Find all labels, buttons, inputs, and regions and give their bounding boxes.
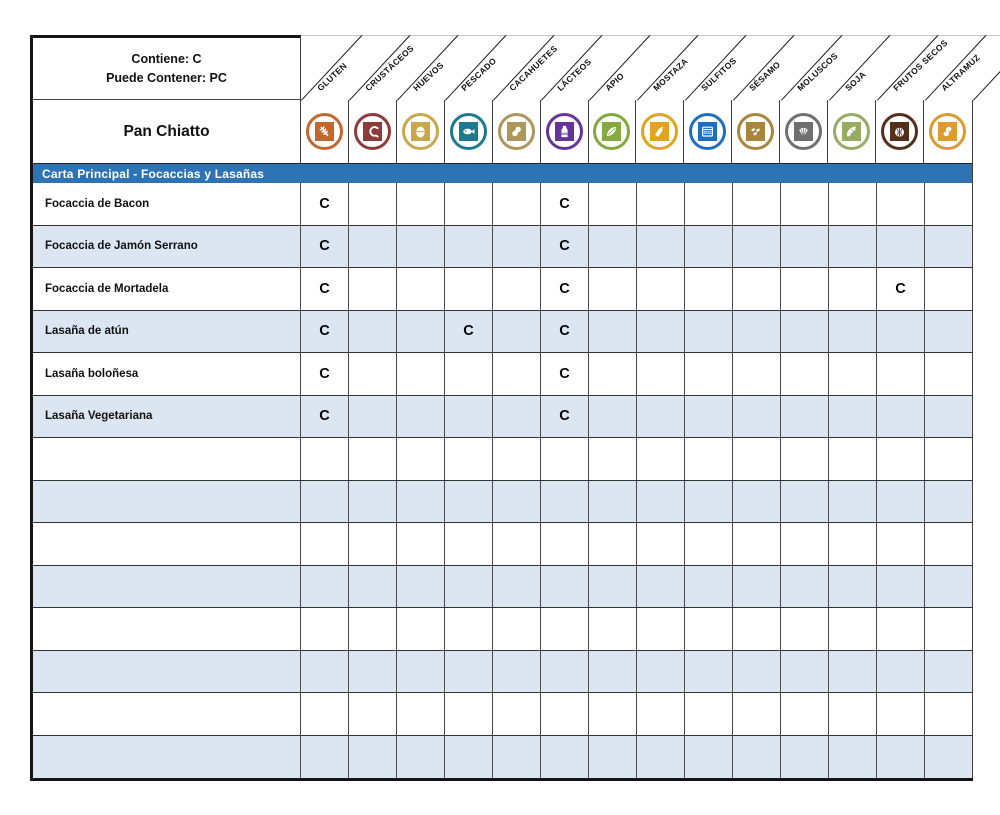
allergen-mark-cell-mustard [637, 608, 685, 650]
column-header-sesame: SÉSAMO [747, 59, 783, 93]
diagonal-divider [685, 35, 746, 101]
menu-item-name [33, 523, 301, 565]
allergen-mark-cell-peanut [493, 481, 541, 523]
allergen-mark-cell-nuts [877, 523, 925, 565]
allergen-mark-cell-celery [589, 268, 637, 310]
allergen-mark-cell-egg [397, 693, 445, 735]
allergen-mark-cell-nuts [877, 693, 925, 735]
allergen-mark-cell-lupin [925, 566, 973, 608]
allergen-mark-cell-wheat [301, 481, 349, 523]
allergen-mark-cell-wheat [301, 693, 349, 735]
allergen-mark-cell-egg [397, 651, 445, 693]
table-row-empty [33, 438, 973, 481]
menu-item-name [33, 566, 301, 608]
milk-icon [546, 113, 583, 150]
allergen-icon-cell [589, 100, 637, 163]
allergen-mark-cell-soy [829, 311, 877, 353]
allergen-mark-cell-nuts [877, 481, 925, 523]
legend-cell [33, 35, 301, 100]
shrimp-icon [354, 113, 391, 150]
menu-item-name: Lasaña de atún [33, 311, 301, 353]
allergen-mark-cell-nuts [877, 396, 925, 438]
allergen-mark-cell-milk: C [541, 353, 589, 395]
menu-item-name [33, 608, 301, 650]
allergen-mark-cell-sesame [733, 736, 781, 779]
allergen-mark-cell-egg [397, 608, 445, 650]
diagonal-divider [877, 35, 938, 101]
table-row-empty [33, 651, 973, 694]
allergen-mark-cell-peanut [493, 438, 541, 480]
sulfites-icon [689, 113, 726, 150]
allergen-mark-cell-peanut [493, 226, 541, 268]
allergen-mark-cell-wheat [301, 608, 349, 650]
allergen-mark-cell-shrimp [349, 651, 397, 693]
allergen-mark-cell-shrimp [349, 183, 397, 225]
allergen-mark-cell-shrimp [349, 608, 397, 650]
allergen-mark-cell-milk [541, 566, 589, 608]
allergen-mark-cell-wheat [301, 651, 349, 693]
allergen-mark-cell-fish [445, 481, 493, 523]
soy-icon [833, 113, 870, 150]
allergen-mark-cell-sulfites [685, 481, 733, 523]
table-row-empty [33, 693, 973, 736]
allergen-mark-cell-milk: C [541, 183, 589, 225]
allergen-mark-cell-wheat: C [301, 396, 349, 438]
allergen-mark-cell-fish [445, 353, 493, 395]
allergen-mark-cell-mustard [637, 438, 685, 480]
allergen-mark-cell-soy [829, 736, 877, 779]
allergen-mark-cell-mustard [637, 268, 685, 310]
allergen-mark-cell-egg [397, 226, 445, 268]
allergen-mark-cell-milk: C [541, 311, 589, 353]
allergen-mark-cell-fish [445, 523, 493, 565]
allergen-icon-cell [349, 100, 397, 163]
allergen-mark-cell-lupin [925, 736, 973, 779]
allergen-mark-cell-mustard [637, 481, 685, 523]
allergen-mark-cell-sulfites [685, 523, 733, 565]
allergen-mark-cell-fish [445, 268, 493, 310]
allergen-mark-cell-lupin [925, 693, 973, 735]
allergen-mark-cell-wheat: C [301, 353, 349, 395]
allergen-mark-cell-egg [397, 183, 445, 225]
allergen-mark-cell-sesame [733, 396, 781, 438]
allergen-mark-cell-peanut [493, 693, 541, 735]
legend-may-contain: Puede Contener: PC [106, 70, 227, 85]
svg-text:SO2: SO2 [703, 130, 712, 136]
allergen-mark-cell-sesame [733, 226, 781, 268]
allergen-mark-cell-soy [829, 566, 877, 608]
allergen-mark-cell-wheat [301, 566, 349, 608]
allergen-mark-cell-wheat [301, 523, 349, 565]
allergen-mark-cell-mollusc [781, 226, 829, 268]
allergen-mark-cell-soy [829, 523, 877, 565]
allergen-mark-cell-lupin [925, 353, 973, 395]
allergen-mark-cell-celery [589, 566, 637, 608]
allergen-mark-cell-milk: C [541, 268, 589, 310]
allergen-icon-cell [445, 100, 493, 163]
menu-item-name [33, 693, 301, 735]
menu-rows [33, 183, 973, 778]
allergen-mark-cell-soy [829, 268, 877, 310]
allergen-mark-cell-nuts [877, 353, 925, 395]
allergen-mark-cell-nuts [877, 438, 925, 480]
allergen-mark-cell-lupin [925, 311, 973, 353]
allergen-mark-cell-lupin [925, 183, 973, 225]
allergen-mark-cell-shrimp [349, 438, 397, 480]
allergen-mark-cell-nuts [877, 608, 925, 650]
table-row-empty [33, 523, 973, 566]
diagonal-divider [829, 35, 890, 101]
column-header-egg: HUEVOS [411, 59, 446, 93]
table-row-empty [33, 566, 973, 609]
allergen-mark-cell-milk [541, 693, 589, 735]
menu-item-name [33, 736, 301, 779]
allergen-mark-cell-celery [589, 736, 637, 779]
table-row [33, 311, 973, 354]
allergen-mark-cell-soy [829, 651, 877, 693]
allergen-mark-cell-mollusc [781, 608, 829, 650]
allergen-mark-cell-peanut [493, 396, 541, 438]
diagonal-divider [301, 35, 362, 101]
column-header-soy: SOJA [843, 69, 868, 93]
allergen-mark-cell-lupin [925, 226, 973, 268]
allergen-mark-cell-mustard [637, 311, 685, 353]
diagonal-divider [445, 35, 506, 101]
allergen-mark-cell-soy [829, 693, 877, 735]
allergen-mark-cell-milk [541, 481, 589, 523]
allergen-mark-cell-shrimp [349, 736, 397, 779]
allergen-mark-cell-soy [829, 226, 877, 268]
sesame-icon [737, 113, 774, 150]
allergen-mark-cell-peanut [493, 736, 541, 779]
allergen-mark-cell-egg [397, 268, 445, 310]
diagonal-divider [733, 35, 794, 101]
allergen-mark-cell-fish [445, 438, 493, 480]
allergen-mark-cell-sulfites [685, 183, 733, 225]
table-row [33, 353, 973, 396]
allergen-header-row [301, 35, 1000, 100]
menu-item-name: Lasaña boloñesa [33, 353, 301, 395]
section-header [33, 163, 973, 183]
allergen-mark-cell-sulfites [685, 396, 733, 438]
allergen-mark-cell-celery [589, 226, 637, 268]
allergen-mark-cell-wheat: C [301, 183, 349, 225]
egg-icon [402, 113, 439, 150]
allergen-mark-cell-mustard [637, 651, 685, 693]
allergen-mark-cell-mollusc [781, 736, 829, 779]
allergen-mark-cell-sulfites [685, 651, 733, 693]
allergen-mark-cell-mustard [637, 693, 685, 735]
allergen-icon-cell [828, 100, 876, 163]
allergen-mark-cell-mustard [637, 566, 685, 608]
allergen-mark-cell-soy [829, 608, 877, 650]
allergen-mark-cell-lupin [925, 608, 973, 650]
column-header-milk: LÁCTEOS [555, 56, 594, 93]
allergen-mark-cell-fish [445, 226, 493, 268]
table-row-empty [33, 481, 973, 524]
column-header-lupin: ALTRAMUZ [939, 52, 982, 93]
column-header-celery: APIO [603, 70, 627, 93]
lupin-icon [929, 113, 966, 150]
menu-item-name: Focaccia de Mortadela [33, 268, 301, 310]
allergen-icon-cell [732, 100, 780, 163]
table-row [33, 183, 973, 226]
allergen-mark-cell-mustard [637, 353, 685, 395]
allergen-mark-cell-celery [589, 651, 637, 693]
allergen-icon-cell [924, 100, 972, 163]
diagonal-divider [781, 35, 842, 101]
allergen-mark-cell-celery [589, 693, 637, 735]
allergen-mark-cell-shrimp [349, 396, 397, 438]
allergen-mark-cell-mollusc [781, 651, 829, 693]
fish-icon [450, 113, 487, 150]
allergen-icon-cell [636, 100, 684, 163]
allergen-icon-cell [684, 100, 732, 163]
allergen-icon-cell [301, 100, 349, 163]
allergen-icon-cell [780, 100, 828, 163]
allergen-mark-cell-peanut [493, 311, 541, 353]
allergen-mark-cell-shrimp [349, 353, 397, 395]
column-header-peanut: CACAHUETES [507, 43, 560, 93]
nuts-icon [881, 113, 918, 150]
allergen-mark-cell-milk: C [541, 226, 589, 268]
allergen-mark-cell-peanut [493, 651, 541, 693]
allergen-mark-cell-nuts [877, 311, 925, 353]
allergen-mark-cell-celery [589, 523, 637, 565]
table-row [33, 268, 973, 311]
allergen-mark-cell-celery [589, 396, 637, 438]
allergen-mark-cell-shrimp [349, 693, 397, 735]
diagonal-divider [349, 35, 410, 101]
column-header-nuts: FRUTOS SECOS [891, 37, 950, 93]
allergen-mark-cell-egg [397, 481, 445, 523]
allergen-mark-cell-sesame [733, 268, 781, 310]
allergen-mark-cell-mustard [637, 183, 685, 225]
allergen-mark-cell-fish [445, 183, 493, 225]
table-row-empty [33, 608, 973, 651]
allergen-mark-cell-milk: C [541, 396, 589, 438]
allergen-mark-cell-lupin [925, 268, 973, 310]
allergen-mark-cell-fish: C [445, 311, 493, 353]
allergen-mark-cell-peanut [493, 566, 541, 608]
allergen-mark-cell-nuts [877, 651, 925, 693]
column-header-fish: PESCADO [459, 55, 499, 93]
allergen-mark-cell-celery [589, 608, 637, 650]
allergen-mark-cell-mustard [637, 396, 685, 438]
allergen-mark-cell-sesame [733, 481, 781, 523]
menu-item-name [33, 438, 301, 480]
allergen-mark-cell-soy [829, 438, 877, 480]
allergen-mark-cell-sulfites [685, 693, 733, 735]
allergen-icon-cell [397, 100, 445, 163]
table-row-empty [33, 736, 973, 779]
allergen-mark-cell-egg [397, 736, 445, 779]
allergen-mark-cell-sesame [733, 353, 781, 395]
allergen-mark-cell-shrimp [349, 481, 397, 523]
allergen-mark-cell-egg [397, 566, 445, 608]
allergen-mark-cell-mollusc [781, 693, 829, 735]
column-header-mollusc: MOLUSCOS [795, 50, 840, 93]
allergen-mark-cell-milk [541, 608, 589, 650]
allergen-mark-cell-peanut [493, 353, 541, 395]
menu-item-name [33, 481, 301, 523]
allergen-mark-cell-mollusc [781, 183, 829, 225]
allergen-mark-cell-egg [397, 311, 445, 353]
allergen-mark-cell-sulfites [685, 311, 733, 353]
allergen-mark-cell-sulfites [685, 226, 733, 268]
allergen-mark-cell-soy [829, 396, 877, 438]
allergen-mark-cell-sulfites [685, 608, 733, 650]
allergen-mark-cell-nuts [877, 183, 925, 225]
allergen-mark-cell-fish [445, 396, 493, 438]
allergen-mark-cell-nuts [877, 226, 925, 268]
diagonal-divider [637, 35, 698, 101]
allergen-mark-cell-shrimp [349, 226, 397, 268]
allergen-mark-cell-sulfites [685, 268, 733, 310]
allergen-mark-cell-nuts [877, 736, 925, 779]
menu-item-name: Lasaña Vegetariana [33, 396, 301, 438]
allergen-mark-cell-fish [445, 608, 493, 650]
allergen-mark-cell-sulfites [685, 353, 733, 395]
allergen-mark-cell-wheat: C [301, 268, 349, 310]
allergen-mark-cell-celery [589, 311, 637, 353]
allergen-icon-cell [541, 100, 589, 163]
allergen-mark-cell-peanut [493, 268, 541, 310]
allergen-mark-cell-mollusc [781, 481, 829, 523]
allergen-mark-cell-fish [445, 693, 493, 735]
brand-name: Pan Chiatto [123, 122, 210, 140]
allergen-mark-cell-mollusc [781, 353, 829, 395]
allergen-mark-cell-sesame [733, 566, 781, 608]
allergen-mark-cell-mollusc [781, 438, 829, 480]
table-row [33, 396, 973, 439]
allergen-mark-cell-peanut [493, 183, 541, 225]
wheat-icon [306, 113, 343, 150]
diagonal-divider [493, 35, 554, 101]
allergen-mark-cell-nuts: C [877, 268, 925, 310]
allergen-mark-cell-mustard [637, 736, 685, 779]
allergen-mark-cell-wheat: C [301, 226, 349, 268]
table-row [33, 226, 973, 269]
menu-item-name: Focaccia de Jamón Serrano [33, 226, 301, 268]
allergen-mark-cell-shrimp [349, 523, 397, 565]
diagonal-divider [589, 35, 650, 101]
allergen-mark-cell-celery [589, 183, 637, 225]
allergen-mark-cell-sulfites [685, 736, 733, 779]
allergen-mark-cell-sesame [733, 651, 781, 693]
column-header-shrimp: CRUSTÁCEOS [363, 43, 416, 93]
allergen-mark-cell-fish [445, 566, 493, 608]
brand-cell [33, 100, 301, 163]
allergen-mark-cell-mustard [637, 523, 685, 565]
allergen-mark-cell-wheat: C [301, 311, 349, 353]
allergen-icon-cell [493, 100, 541, 163]
allergen-mark-cell-milk [541, 736, 589, 779]
allergen-mark-cell-wheat [301, 438, 349, 480]
allergen-mark-cell-sesame [733, 438, 781, 480]
allergen-mark-cell-nuts [877, 566, 925, 608]
celery-icon [593, 113, 630, 150]
allergen-icon-cell [876, 100, 924, 163]
mustard-icon [641, 113, 678, 150]
allergen-mark-cell-egg [397, 523, 445, 565]
allergen-mark-cell-milk [541, 438, 589, 480]
allergen-mark-cell-lupin [925, 481, 973, 523]
allergen-mark-cell-mustard [637, 226, 685, 268]
menu-item-name [33, 651, 301, 693]
allergen-mark-cell-shrimp [349, 311, 397, 353]
allergen-mark-cell-mollusc [781, 566, 829, 608]
allergen-mark-cell-milk [541, 651, 589, 693]
allergen-mark-cell-lupin [925, 396, 973, 438]
allergen-mark-cell-mollusc [781, 311, 829, 353]
allergen-mark-cell-sesame [733, 693, 781, 735]
allergen-mark-cell-mollusc [781, 268, 829, 310]
allergen-mark-cell-sulfites [685, 438, 733, 480]
allergen-mark-cell-soy [829, 183, 877, 225]
allergen-mark-cell-egg [397, 438, 445, 480]
allergen-mark-cell-egg [397, 396, 445, 438]
allergen-mark-cell-shrimp [349, 268, 397, 310]
allergen-mark-cell-mollusc [781, 523, 829, 565]
column-header-wheat: GLUTEN [315, 60, 349, 93]
allergen-mark-cell-soy [829, 353, 877, 395]
allergen-mark-cell-peanut [493, 608, 541, 650]
allergen-mark-cell-shrimp [349, 566, 397, 608]
allergen-icon-row [301, 100, 973, 163]
mollusc-icon [785, 113, 822, 150]
allergen-mark-cell-fish [445, 651, 493, 693]
allergen-mark-cell-sesame [733, 523, 781, 565]
allergen-mark-cell-sulfites [685, 566, 733, 608]
allergen-mark-cell-lupin [925, 651, 973, 693]
allergen-mark-cell-sesame [733, 311, 781, 353]
allergen-mark-cell-mollusc [781, 396, 829, 438]
menu-item-name: Focaccia de Bacon [33, 183, 301, 225]
peanut-icon [498, 113, 535, 150]
allergen-mark-cell-milk [541, 523, 589, 565]
allergen-mark-cell-sesame [733, 608, 781, 650]
allergen-mark-cell-celery [589, 438, 637, 480]
allergen-mark-cell-celery [589, 353, 637, 395]
allergen-mark-cell-wheat [301, 736, 349, 779]
allergen-table [30, 35, 982, 781]
allergen-mark-cell-celery [589, 481, 637, 523]
column-header-sulfites: SULFITOS [699, 55, 739, 93]
section-title: Carta Principal - Focaccias y Lasañas [42, 166, 265, 181]
column-header-mustard: MOSTAZA [651, 56, 690, 93]
allergen-mark-cell-lupin [925, 438, 973, 480]
allergen-mark-cell-fish [445, 736, 493, 779]
allergen-mark-cell-lupin [925, 523, 973, 565]
allergen-mark-cell-egg [397, 353, 445, 395]
allergen-mark-cell-soy [829, 481, 877, 523]
legend-contains: Contiene: C [131, 51, 202, 66]
allergen-mark-cell-peanut [493, 523, 541, 565]
allergen-mark-cell-sesame [733, 183, 781, 225]
